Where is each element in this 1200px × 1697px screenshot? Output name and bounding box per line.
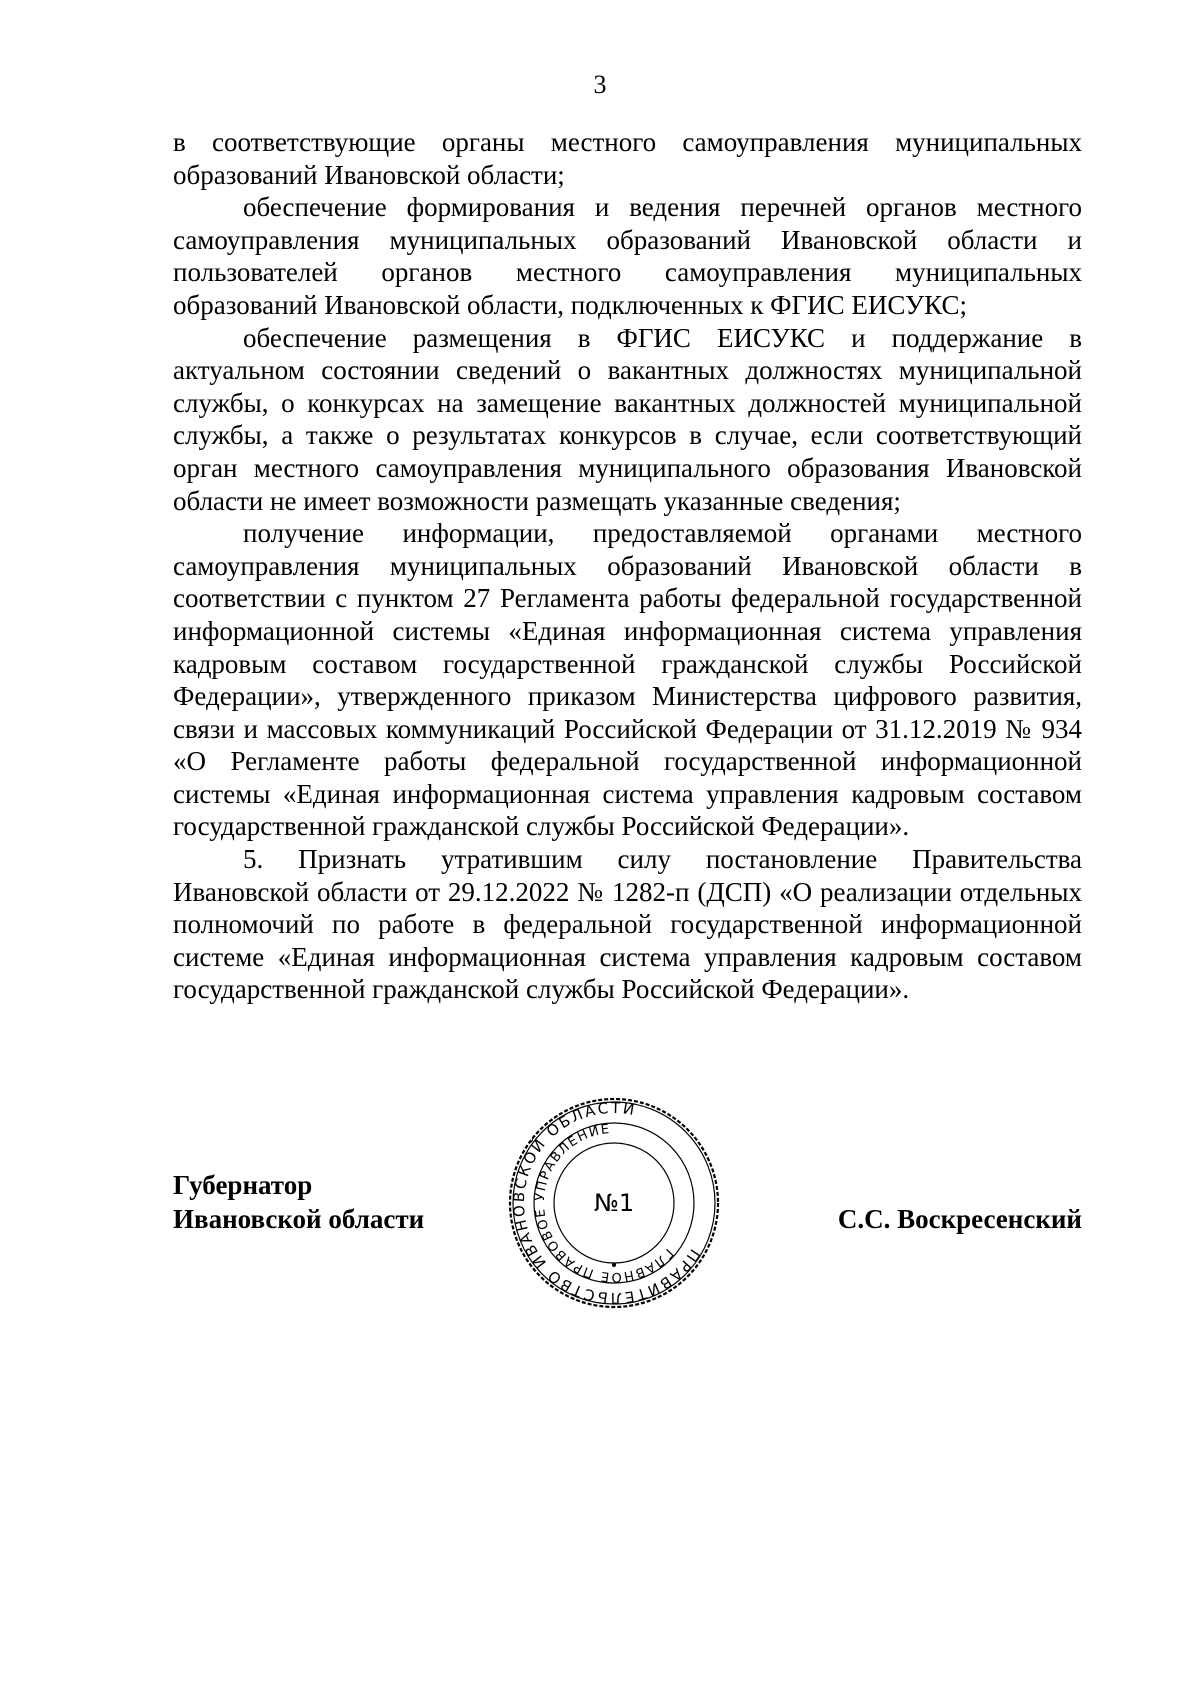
seal-outer-text: ПРАВИТЕЛЬСТВО ИВАНОВСКОЙ ОБЛАСТИ (509, 1098, 704, 1308)
seal-center-number: №1 (593, 1189, 635, 1217)
paragraph-5: 5. Признать утратившим силу постановление Правительства Ивановской области от 29.12.2022 № 1282-п (ДСП) «О реализации отдельных полномочий по работе в федеральной государственной информационной системе «Единая информационная система управления кадровым составом государственной гражданской службы Российской Федерации». (173, 844, 1082, 1005)
page-number: 3 (593, 70, 607, 99)
paragraph-4: получение информации, предоставляемой органами местного самоуправления муниципальных образований Ивановской области в соответствии с пунктом 27 Регламента работы федеральной государственной информационной системы «Единая информационная система управления кадровым составом государственной гражданской службы Российской Федерации», утвержденного приказом Министерства цифрового развития, связи и массовых коммуникаций Российской Федерации от 31.12.2019 № 934 «О Регламенте работы федеральной государственной информационной системы «Единая информационная система управления кадровым составом государственной гражданской службы Российской Федерации». (173, 518, 1082, 842)
seal-inner-text: ГЛАВНОЕ ПРАВОВОЕ УПРАВЛЕНИЕ (532, 1121, 676, 1285)
signature-position-line-1: Губернатор (173, 1170, 313, 1200)
paragraph-2: обеспечение формирования и ведения перечней органов местного самоуправления муниципальных образований Ивановской области и пользователей органов местного самоуправления муниципальных образований Ивановской области, подключенных к ФГИС ЕИСУКС; (173, 192, 1082, 320)
signer-name: С.С. Воскресенский (837, 1204, 1082, 1234)
seal-icon (506, 1095, 722, 1311)
document-body (173, 126, 1082, 1006)
official-seal (506, 1095, 722, 1311)
paragraph-1: в соответствующие органы местного самоуправления муниципальных образований Ивановской области; (173, 127, 1082, 190)
signature-position (173, 1168, 424, 1236)
paragraph-3: обеспечение размещения в ФГИС ЕИСУКС и поддержание в актуальном состоянии сведений о вакантных должностях муниципальной службы, о конкурсах на замещение вакантных должностей муниципальной службы, а также о результатах конкурсов в случае, если соответствующий орган местного самоуправления муниципального образования Ивановской области не имеет возможности размещать указанные сведения; (173, 322, 1082, 516)
signature-position-line-2: Ивановской области (173, 1204, 425, 1234)
